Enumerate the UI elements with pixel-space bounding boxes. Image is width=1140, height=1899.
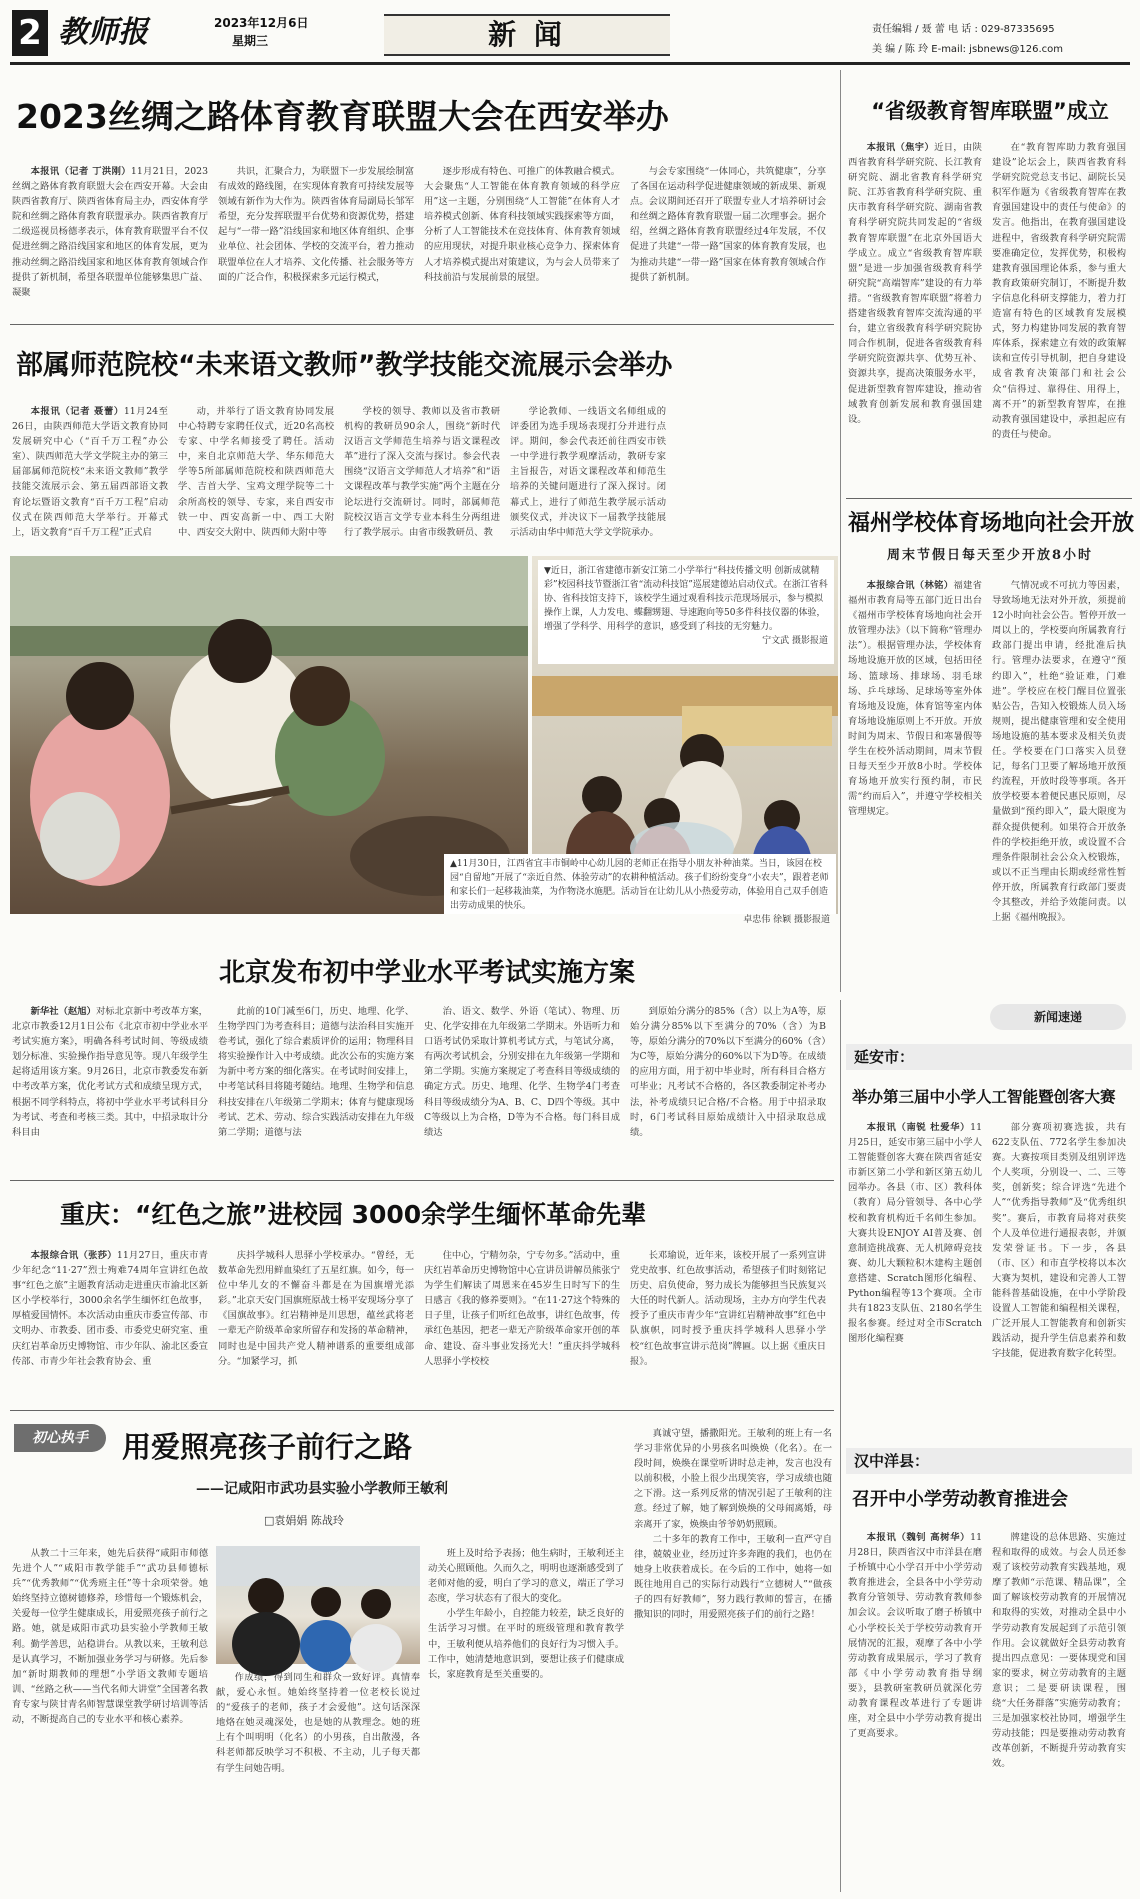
article3-col4: 学论教师、一线语文名师组成的评委团为选手现场表现打分并进行点评。期间，参会代表还前往西安市铁一中学进行教学观摩活动，教研专家主旨报告，对语文课程改革和师范生培养的关键问题进行了深入探讨。闭幕式上，进行了师范生教学展示活动颁奖仪式，并决议下一届教学技能展示活动由华中师范大学文学院承办。 [510, 406, 666, 538]
page-number: 2 [12, 10, 48, 56]
article3-col3: 学校的领导、教师以及省市教研机构的教研员90余人，围绕“新时代汉语言文学师范生培养与语文课程改革”进行了深入交流与探讨。参会代表围绕“汉语言文学师范人才培养”和“语文课程改革与教学实施”两个主题在分论坛进行交流研讨。同时，部属师范院校汉语言文学专业本科生分两组进行了教学展示。由省市级教研员、教 [344, 406, 500, 538]
article1-col1: 本报讯（记者 丁洪刚）11月21日，2023丝绸之路体育教育联盟大会在西安开幕。大会由陕西省教育厅、陕西省体育局主办，西安体育学院和丝绸之路体育教育联盟承办。陕西省教育厅二级巡视员杨德孝表示，体育教育联盟平台不仅促进丝绸之路沿线国家和地区的体育发展，更为推动丝绸之路沿线国家和地区体育教育领域合作提供了新机制，希望各联盟单位能够集思广益、凝聚 [12, 166, 208, 298]
article2-col1: 本报讯（焦宇）近日，由陕西省教育科学研究院、长江教育研究院、湖北省教育科学研究院、江苏省教育科学研究院、重庆市教育科学研究院、湖南省教育科学研究院共同发起的“省级教育智库联盟”在北京外国语大学成立。成立“省级教育智库联盟”是进一步加强省级教育科学研究院“高端智库”建设的有力举措。“省级教育智库联盟”将着力搭建省级教育智库交流沟通的平台，建立省级教育科学研究院协同合作机制，促进各省级教育科学研究院资源共享、优势互补、资源共享，提高决策服务水平，促进新型教育智库建设，推动省域教育创新发展和教育强国建设。 [848, 142, 982, 425]
article5-col3: 治、语文、数学、外语（笔试）、物理、历史、化学安排在九年级第二学期末。外语听力和口语考试仍采取计算机考试方式，与笔试分离，有两次考试机会，分别安排在九年级第一学期和第二学期。实施方案规定了考查科目等级成绩的确定方式。历史、地理、化学、生物学4门考查科目等级成绩分为A、B、C、D四个等级。其中C等级以上为合格，D等为不合格。每门科目成绩达 [424, 1006, 620, 1138]
article4-col2: 气情况或不可抗力等因素，导致场地无法对外开放，须提前12小时向社会公告。暂停开放一周以上的，学校要向所属教育行政部门提出申请，经批准后执行。管理办法要求，在遵守“预约即入”，杜绝“验证难，门难进”。学校应在校门醒目位置张贴公告，告知入校锻炼人员入场规则，提出健康管理和安全使用场地设施的基本要求及相关负责任。学校要在门口落实入员登记，每名门卫要了解场地开放预约流程，开放时段等事项。各开放学校要本着便民惠民原则，尽量做到“预约即入”，最大限度为群众提供便利。如果符合开放条件的学校拒绝开放，或设置不合理条件限制社会公众入校锻炼，或以不正当理由长期或经常性暂停开放，所属教育行政部门要责令其整改，并给予效能问责。以上据《福州晚报》。 [992, 580, 1126, 924]
feature-badge: 初心执手 [14, 1424, 106, 1452]
article4-col1: 本报综合讯（林铭）福建省福州市教育局等五部门近日出台《福州市学校体育场地向社会开放管理办法》（以下简称“管理办法”）。根据管理办法，学校体育场地设施开放的区域，包括田径场、篮球场、排球场、羽毛球场、乒乓球场、足球场等室外体育场地及设施，体育馆等室内体育场地设施原则上不开放。开放时间为周末、节假日和寒暑假等学生在校外活动期间，周末节假日每天至少开放8小时。学校体育场地开放实行预约制，市民需“约而后入”，并遵守学校相关管理规定。 [848, 580, 982, 818]
section-banner [384, 14, 670, 56]
article3-col5 [676, 404, 832, 546]
editor-info: 责任编辑 / 聂 蕾 电 话 : 029-87335695 [872, 24, 1055, 35]
photo2-credit: 宁文武 摄影报道 [762, 636, 828, 646]
section-title: 新 闻 [488, 18, 566, 51]
article2-headline: “省级教育智库联盟”成立 [871, 99, 1109, 123]
article1-col4: 与会专家围绕“一体同心，共筑健康”，分享了各国在运动科学促进健康领域的新成果、新观点。会议期间还召开了联盟专业人才培养研讨会和丝绸之路体育教育联盟一届二次理事会。据介绍，丝绸之路体育教育联盟经过4年发展，不仅促进了共建“一带一路”国家的体育教育发展，也为推动共建“一带一路”国家在体育教育领域合作提供了新机制。 [630, 166, 826, 283]
feature-col1: 从教二十三年来，她先后获得“咸阳市师德先进个人”“咸阳市教学能手”“武功县师德标兵”“优秀教师”“优秀班主任”等十余项荣誉。她始终坚持立德树德修养，珍惜每一个锻炼机会，关爱每一位学生健康成长，用爱照亮孩子前行之路。她，就是咸阳市武功县实验小学教师王敏利。勤学善思，站稳讲台。从教以来，王敏利总是认真学习，不断加强业务学习与研修。先后参加“新时期教师的理想”小学语文教师专题培训、“丝路之秋——当代名师大讲堂”全国著名教育专家与陕甘青名师智慧课堂教学研讨培训等活动，不断提高自己的专业水平和核心素养。 [12, 1548, 208, 1726]
article1-headline: 2023丝绸之路体育教育联盟大会在西安举办 [16, 97, 669, 136]
hanzhong-col1: 本报讯（魏钊 高树华）11月28日，陕西省汉中市洋县在磨子桥镇中心小学召开中小学劳动教育推进会，全县各中小学劳动教育分管领导、劳动教育教师参加会议。会议听取了磨子桥镇中心小学校长关于学校劳动教育开展情况的汇报，观摩了各中小学劳动教育成果展示，学习了教育部《中小学劳动教育指导纲要》，县教研室教研员就深化劳动教育课程改革进行了专题讲座，对全县中小学劳动教育提出了更高要求。 [848, 1532, 982, 1740]
designer-info: 美 编 / 陈 玲 E-mail: jsbnews@126.com [872, 44, 1064, 55]
feature-headline: 用爱照亮孩子前行之路 [122, 1430, 413, 1464]
article6-col2: 庆抖学城科人思驿小学校承办。“曾经，无数革命先烈用鲜血染红了五星红旗。如今，每一位中华儿女的不懈奋斗都是在为国旗增光添彩。”北京天安门国旗班原战士杨平安现场分享了《国旗故事》。红岩精神是川思想，蕴丝武将老一辈无产阶级革命家所留存和发扬的革命精神，同时也是中国共产党人精神谱系的重要组成部分。“加紧学习，抓 [218, 1250, 414, 1367]
hanzhong-headline: 召开中小学劳动教育推进会 [852, 1489, 1068, 1510]
issue-weekday: 星期三 [232, 34, 269, 48]
feature-col3: 班上及时给予表扬；他生病时，王敏利还主动关心照顾他。久而久之，明明也逐渐感受到了老师对他的爱，明白了学习的意义，端正了学习态度，学习状态有了很大的变化。 小学生年龄小，自控能力较差，缺乏良好的生活学习习惯。在平时的班级管理和教育教学中，王敏利便从培养他们的良好行为习惯入手。工作中，她清楚地意识到，要想让孩子们健康成长，家庭教育是至关重要的。 [428, 1548, 624, 1680]
article6-col3: 住中心，宁精勿杂，宁专勿多。”活动中，重庆红岩革命历史博物馆中心宣讲员讲解员熊张宁为学生们解读了周恩来在45岁生日时写下的生日感言《我的修养要则》。“在11·27这个特殊的日子里，让孩子们听红色故事，讲红色故事，传承红色基因，把老一辈无产阶级革命家开创的革命、建设、奋斗事业发扬光大！”重庆抖学城科人思驿小学校校 [424, 1250, 620, 1367]
issue-date: 2023年12月6日 [214, 16, 309, 30]
photo1-caption: ▲11月30日，江西省宜丰市铜岭中心幼儿园的老师正在指导小朋友补种油菜。当日，该园在校园“自留地”开展了“亲近自然、体验劳动”的农耕种植活动。孩子们纷纷变身“小农夫”，跟着老师和家长们一起移栽油菜，为作物浇水施肥。活动旨在让幼儿从小热爱劳动，体验用自己双手创造出劳动成果的快乐。 卓忠伟 徐颖 摄影报道 [444, 854, 836, 914]
article2-col2: 在“教育智库助力教育强国建设”论坛会上，陕西省教育科学研究院党总支书记、副院长吴积军作题为《省级教育智库在教育强国建设中的责任与使命》的发言。他指出，在教育强国建设进程中，省级教育科学研究院需要准确定位，发挥优势，积极构建教育强国理论体系，参与重大教育政策研究制订，不断提升数字信息化科研支撑能力，着力打造富有特色的区域教育发展模式，努力构建协同发展的教育智库体系，探索建立有效的政策解读和宣传引导机制，把自身建设成省教育决策部门和社会公众“信得过、靠得住、用得上，离不开”的新型教育智库，在推动教育强国建设中，承担起应有的责任与使命。 [992, 142, 1126, 440]
article4-subtitle: 周末节假日每天至少开放8小时 [886, 548, 1094, 563]
article3-col1: 本报讯（记者 聂蕾）11月24至26日，由陕西师范大学语文教育协同发展研究中心（“百千万工程”办公室）、陕西师范大学文学院主办的第三届部属师范院校“未来语文教师”教学技能交流展示会、第五届西部语文教育论坛暨语文教育“百千万工程”启动仪式在陕西师范大学举行。开幕式上，语文教育“百千万工程”正式启 [12, 406, 168, 538]
feature-col2: 作成绩，得到同生和群众一致好评。真情奉献，爱心永恒。她始终坚持着一位老校长说过的“爱孩子的老师，孩子才会爱他”。这句话深深地烙在她灵魂深处，也是她的从教理念。她的班上有个叫明明（化名）的小男孩，自出散漫，各科老师都反映学习不积极、不主动，儿子每天都有学生问她告明。 [216, 1672, 420, 1774]
article3-headline: 部属师范院校“未来语文教师”教学技能交流展示会举办 [16, 350, 673, 381]
photo-teacher-scene [216, 1546, 420, 1664]
photo2-caption: ▼近日，浙江省建德市新安江第二小学举行“科技传播文明 创新成就精彩”校园科技节暨浙江省“流动科技馆”巡展建德站启动仪式。在浙江省科协、省科技馆支持下，该校学生通过观看科技示范现场展示，参与模拟操作上课，人力发电、蝶翻甥翅、导速跑向等50多件科技仪器的体验，增强了学科学、用科学的意识，感受到了科技的无穷魅力。 宁文武 摄影报道 [538, 560, 834, 664]
column-divider [840, 1000, 841, 1892]
article4-headline: 福州学校体育场地向社会开放 [848, 511, 1135, 536]
article6-headline: 重庆：“红色之旅”进校园 3000余学生缅怀革命先辈 [60, 1200, 647, 1229]
divider [846, 498, 1132, 499]
article5-col4: 到原始分满分的85%（含）以上为A等，原始分满分85%以下至满分的70%（含）为B等，原始分满分的70%以下至满分的60%（含）为C等，原始分满分的60%以下为D等。在成绩的应用方面，用于初中毕业时，所有科目合格方可毕业；凡考试不合格的，各区教委制定补考办法，补考成绩只记合格/不合格。用于中招录取时，6门考试科目原始成绩计入中招录取总成绩。 [630, 1006, 826, 1138]
article6-col4: 长邓瑜说，近年来，该校开展了一系列宣讲党史故事、红色故事活动，希望孩子们时刻铭记历史、启负使命，努力成长为能够担当民族复兴大任的时代新人。活动现场，主办方向学生代表授予了重庆市青少年“宣讲红岩精神故事”红色中队旗帜，同时授予重庆抖学城科人思驿小学校“红色故事宣讲示范岗”牌匾。以上据《重庆日报》。 [630, 1250, 826, 1367]
hanzhong-col2: 牌建设的总体思路、实施过程和取得的成效。与会人员还参观了该校劳动教育实践基地，观摩了教师“示范课、精品课”，全面了解该校劳动教育的开展情况和取得的实效，对推动全县中小学劳动教育发展起到了示范引领作用。会议就做好全县劳动教育提出四点意见：一要体现党和国家的要求，树立劳动教育的主题意识；二是要研读课程，围绕“大任务群落”实施劳动教育；三是加强家校社协同，增强学生劳动技能；四是要推动劳动教育改革创新，不断提升劳动教育实效。 [992, 1532, 1126, 1770]
news-brief-label: 新闻速递 [990, 1004, 1126, 1030]
divider [10, 324, 834, 325]
yanan-headline: 举办第三届中小学人工智能暨创客大赛 [852, 1088, 1116, 1106]
article5-col2: 此前的10门减至6门，历史、地理、化学、生物学四门为考查科目；道德与法治科目实施开卷考试，强化了综合素质评价的运用；物理科目将实验操作计入中考成绩。此次公布的实施方案为新中考方案的细化落实。在考试时间安排上，中考笔试科目将随考随结。地理、生物学和信息科技安排在八年级第二学期末；体育与健康现场考试、艺术、劳动、综合实践活动安排在九年级第二学期；道德与法 [218, 1006, 414, 1138]
yanan-place: 延安市： [846, 1044, 1132, 1070]
photo1-credit: 卓忠伟 徐颖 摄影报道 [743, 915, 830, 925]
divider [10, 1180, 834, 1181]
article6-col1: 本报综合讯（张莎）11月27日，重庆市青少年纪念“11·27”烈士殉难74周年宣讲红色故事“红色之旅”主题教育活动走进重庆市渝北区新区小学校举行，3000余名学生缅怀红色故事，厚植爱国情怀。本次活动由重庆市委宣传部、市文明办、市教委、团市委、市委党史研究室、重庆红岩革命历史博物馆、市少年队、渝北区委宣传部、市青少年社会教育协会、重 [12, 1250, 208, 1367]
article3-col2: 动，并举行了语文教育协同发展中心特聘专家聘任仪式，近20名高校专家、中学名师接受了聘任。活动中，来自北京师范大学、华东师范大学等5所部属师范院校和陕西师范大学、吉首大学、宝鸡文理学院等二十余所高校的领导、专家，来自西安市铁一中、西安高新一中、西工大附中、西安交大附中、陕西师大附中等 [178, 406, 334, 538]
feature-subtitle: ——记咸阳市武功县实验小学教师王敏利 [196, 1481, 448, 1497]
article5-col1: 新华社（赵旭）对标北京新中考改革方案，北京市教委12月1日公布《北京市初中学业水平考试实施方案》，明确各科考试时间、等级成绩划分标准、实验操作指导意见等。现八年级学生起将适用该方案。9月26日，北京市教委发布新中考改革方案，优化考试方式和成绩呈现方式，根据不同学科特点，将初中学业水平考试科目分为考试、考查和考核三类。其中，中招录取计分科目由 [12, 1006, 208, 1138]
divider [10, 1410, 834, 1411]
column-divider [840, 70, 841, 992]
feature-authors: □袁娟娟 陈战玲 [264, 1514, 344, 1527]
newspaper-logo: 教师报 [58, 15, 148, 50]
article1-col2: 共识，汇聚合力，为联盟下一步发展绘制富有成效的路线图，在实现体育教育可持续发展等领域有新作为大作为。陕西省体育局副局长邹军希望，充分发挥联盟平台优势和资源优势，搭建起与“一带一路”沿线国家和地区体育组织、企事业单位、社会团体、学校的交流平台，着力推动联盟单位在人才培养、文化传播、社会服务等方面的广泛合作，积极探索多元运行模式， [218, 166, 414, 283]
hanzhong-place: 汉中洋县： [846, 1448, 1132, 1474]
feature-col4: 真诚守望，播撒阳光。王敏利的班上有一名学习非常优异的小男孩名叫焕焕（化名）。在一段时间，焕焕在课堂听讲时总走神，发言也没有以前积极，小脸上很少出现笑容，学习成绩也随之下滑。这一系列反常的情况引起了王敏利的注意。经过了解，她了解到焕焕的父母闹离婚，母亲离开了家，焕焕由爷爷奶奶照顾。 二十多年的教育工作中，王敏利一直严守自律，兢兢业业，经历过许多奔跑的我们，也仍在她身上收获着成长。在今后的工作中，她将一如既往地用自己的实际行动践行“立德树人”“做孩子的四有好教师”，努力践行教师的誓言，在播撒知识的同时，用爱照亮孩子们的前行之路！ [634, 1428, 832, 1621]
yanan-col2: 部分赛项初赛选拔，共有622支队伍、772名学生参加决赛。大赛按项目类别及组别评选个人奖项，分别设一、二、三等奖，创新奖；综合评选“先进个人”“优秀指导教师”及“优秀组织奖”。赛后，市教育局将对获奖个人及单位进行通报表彰，并颁发荣誉证书。下一步，各县（市、区）和市直学校将以本次大赛为契机，建设和完善人工智能科普基础设施，在中小学阶段设置人工智能和编程相关课程，广泛开展人工智能教育和创新实践活动，提升学生信息素养和数字技能，促进教育数字化转型。 [992, 1122, 1126, 1360]
article1-col3: 逐步形成有特色、可推广的体教融合模式。大会聚焦“人工智能在体育教育领域的科学应用”这一主题，分别围绕“人工智能”在体育人才培养模式创新、体育科技领域实践探索等方面，分析了人工智能技术在竞技体育、体育教育领域的应用现状，对提升职业核心竞争力、探索体育人才培养模式提出对策建议，为与会人员带来了科技前沿与发展前景的展望。 [424, 166, 620, 283]
masthead-rule [10, 62, 1130, 65]
article5-headline: 北京发布初中学业水平考试实施方案 [218, 958, 635, 988]
photo-teacher-students [216, 1546, 420, 1664]
yanan-col1: 本报讯（南锐 杜爱华）11月25日，延安市第三届中小学人工智能暨创客大赛在陕西省延安市新区第二小学和新区第五幼儿园举办。各县（市、区）教科体（教育）局分管领导、各中心学校和教育机构近千名师生参加。大赛共设ENJOY AI普及赛、创意制造挑战赛、无人机障碍竞技赛、幼儿大颗粒积木建构主题创意搭建、Scratch图形化编程、Python编程等13个赛项。全市共有1823支队伍、2180名学生报名参赛。经过对全市Scratch图形化编程赛 [848, 1122, 982, 1345]
